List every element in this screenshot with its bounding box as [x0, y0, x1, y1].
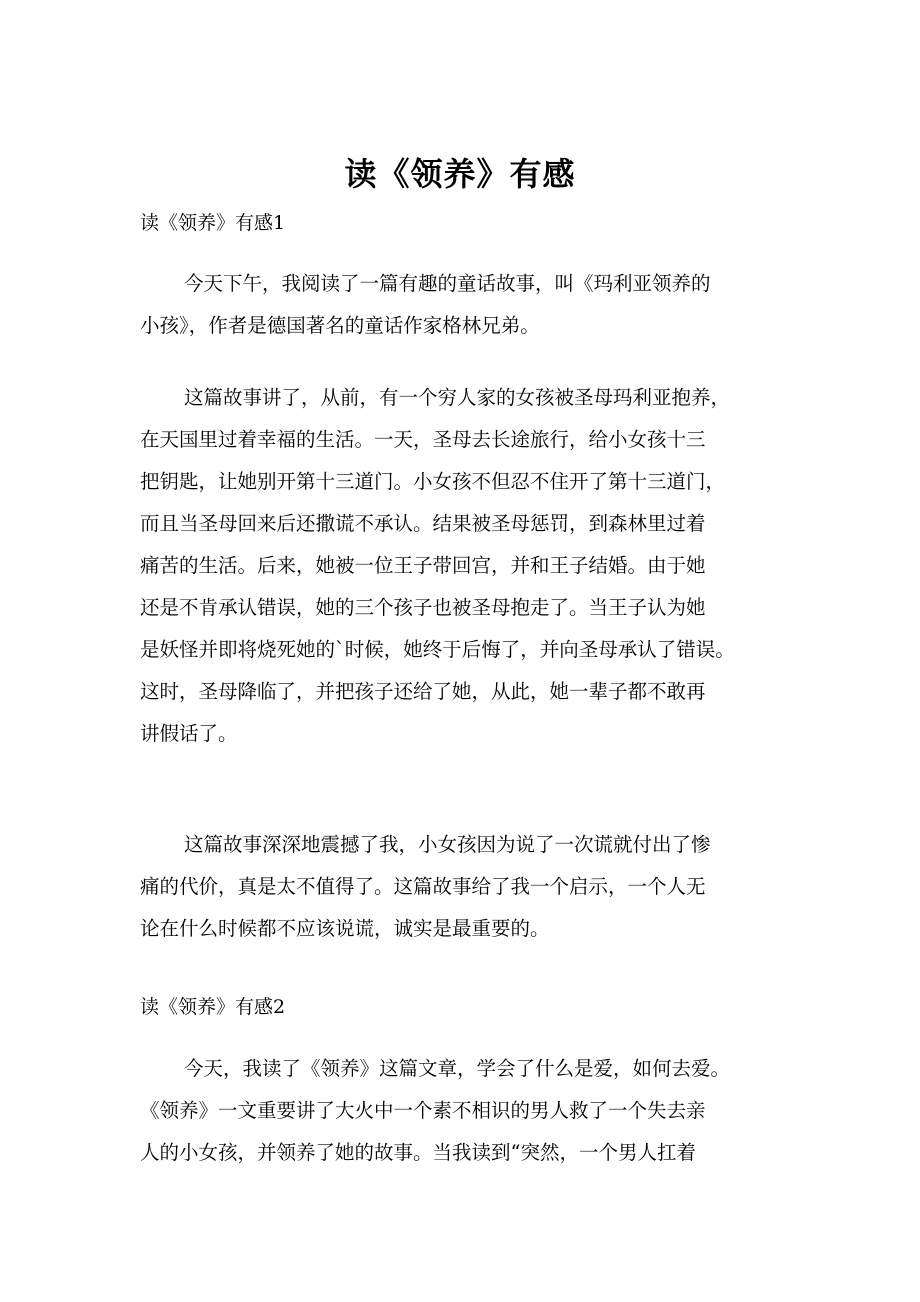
paragraph-line: 小孩》，作者是德国著名的童话作家格林兄弟。 — [140, 314, 540, 337]
section-heading-1: 读《领养》有感1 — [140, 212, 286, 234]
paragraph-line: 这篇故事深深地震撼了我，小女孩因为说了一次谎就付出了惨 — [184, 833, 711, 856]
paragraph-2-1 — [140, 1048, 730, 1174]
paragraph-1-1 — [140, 263, 711, 347]
paragraph-line: 人的小女孩，并领养了她的故事。当我读到“突然，一个男人扛着 — [140, 1141, 696, 1164]
document-title: 读《领养》有感 — [344, 155, 576, 193]
paragraph-line: 在天国里过着幸福的生活。一天，圣母去长途旅行，给小女孩十三 — [140, 428, 706, 451]
section-heading-2: 读《领养》有感2 — [140, 996, 286, 1018]
paragraph-line: 这篇故事讲了，从前，有一个穷人家的女孩被圣母玛利亚抱养， — [184, 386, 731, 409]
paragraph-line: 还是不肯承认错误，她的三个孩子也被圣母抱走了。当王子认为她 — [140, 596, 706, 619]
paragraph-1-2 — [140, 377, 735, 755]
paragraph-line: 痛苦的生活。后来，她被一位王子带回宫，并和王子结婚。由于她 — [140, 554, 706, 577]
paragraph-1-3 — [140, 824, 711, 950]
paragraph-line: 讲假话了。 — [140, 722, 238, 745]
paragraph-line: 把钥匙，让她别开第十三道门。小女孩不但忍不住开了第十三道门， — [140, 470, 726, 493]
paragraph-line: 是妖怪并即将烧死她的`时候，她终于后悔了，并向圣母承认了错误。 — [140, 638, 735, 661]
paragraph-line: 论在什么时候都不应该说谎，诚实是最重要的。 — [140, 917, 550, 940]
paragraph-line: 《领养》一文重要讲了大火中一个素不相识的男人救了一个失去亲 — [140, 1099, 706, 1122]
paragraph-line: 今天，我读了《领养》这篇文章，学会了什么是爱，如何去爱。 — [184, 1057, 731, 1080]
paragraph-line: 而且当圣母回来后还撒谎不承认。结果被圣母惩罚，到森林里过着 — [140, 512, 706, 535]
paragraph-line: 痛的代价，真是太不值得了。这篇故事给了我一个启示，一个人无 — [140, 875, 706, 898]
paragraph-line: 这时，圣母降临了，并把孩子还给了她，从此，她一辈子都不敢再 — [140, 680, 706, 703]
paragraph-line: 今天下午，我阅读了一篇有趣的童话故事，叫《玛利亚领养的 — [184, 272, 711, 295]
